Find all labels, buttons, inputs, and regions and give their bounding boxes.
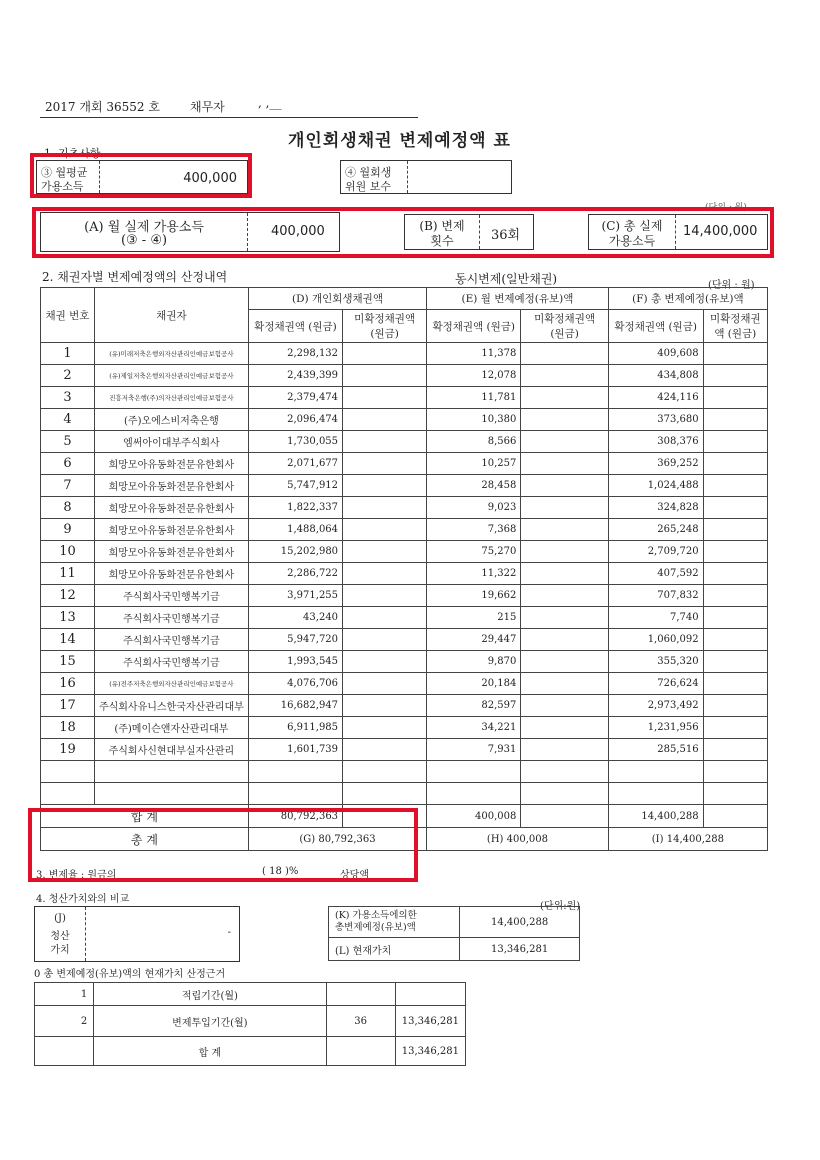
j-label-1: (J) bbox=[54, 913, 66, 924]
creditor-row bbox=[41, 453, 768, 475]
b-value: 36회 bbox=[491, 228, 521, 243]
creditor-row bbox=[41, 563, 768, 585]
d-confirmed-value: 2,379,474 bbox=[248, 387, 342, 409]
comparison-table bbox=[328, 906, 580, 961]
blank-cell bbox=[343, 761, 427, 783]
creditor-row bbox=[41, 717, 768, 739]
creditor-name: 희망모아유동화전문유한회사 bbox=[94, 453, 248, 475]
blank-cell bbox=[427, 761, 521, 783]
total-g: (G) 80,792,363 bbox=[248, 828, 426, 851]
e-unconfirmed-value bbox=[521, 497, 608, 519]
blank-cell bbox=[703, 761, 767, 783]
e-unconfirmed-value bbox=[521, 739, 608, 761]
f-confirmed-value: 2,709,720 bbox=[608, 541, 703, 563]
k-value: 14,400,288 bbox=[460, 907, 580, 938]
col-d-header: (D) 개인회생채권액 bbox=[248, 288, 426, 310]
creditor-row bbox=[41, 519, 768, 541]
f-confirmed-value: 1,024,488 bbox=[608, 475, 703, 497]
f-unconfirmed-value bbox=[703, 585, 767, 607]
f-confirmed-value: 2,973,492 bbox=[608, 695, 703, 717]
creditor-row bbox=[41, 651, 768, 673]
e-confirmed-value: 8,566 bbox=[427, 431, 521, 453]
f-confirmed-value: 265,248 bbox=[608, 519, 703, 541]
creditor-no: 9 bbox=[41, 519, 95, 541]
highlight-income bbox=[30, 153, 252, 198]
f-unconfirmed-value bbox=[703, 739, 767, 761]
header-rule bbox=[40, 117, 418, 118]
blank-cell bbox=[521, 783, 608, 805]
d-unconfirmed-value bbox=[343, 365, 427, 387]
creditor-row bbox=[41, 365, 768, 387]
section2-heading: 2. 채권자별 변제예정액의 산정내역 bbox=[42, 270, 228, 284]
d-confirmed-value: 1,601,739 bbox=[248, 739, 342, 761]
trustee-box bbox=[340, 160, 512, 194]
f-unconfirmed-value bbox=[703, 651, 767, 673]
d-confirmed-value: 2,439,399 bbox=[248, 365, 342, 387]
d-confirmed-value: 2,071,677 bbox=[248, 453, 342, 475]
e-confirmed-value: 11,781 bbox=[427, 387, 521, 409]
e-unconfirmed-value bbox=[521, 585, 608, 607]
creditor-row bbox=[41, 409, 768, 431]
c-label-1: (C) 총 실제 bbox=[601, 219, 663, 233]
creditor-row bbox=[41, 739, 768, 761]
f-confirmed-value: 373,680 bbox=[608, 409, 703, 431]
d-confirmed-value: 1,488,064 bbox=[248, 519, 342, 541]
col-creditor-header: 채권자 bbox=[94, 288, 248, 343]
f-unconfirmed-value bbox=[703, 431, 767, 453]
creditor-name: (유)전주저축은행외자산관리인예금보험공사 bbox=[94, 673, 248, 695]
creditor-no: 15 bbox=[41, 651, 95, 673]
d-unconfirmed-value bbox=[343, 717, 427, 739]
creditor-name: 엠써아이대부주식회사 bbox=[94, 431, 248, 453]
e-confirmed-value: 7,931 bbox=[427, 739, 521, 761]
f-unconfirmed-value bbox=[703, 519, 767, 541]
creditor-no: 7 bbox=[41, 475, 95, 497]
debtor-value: , ,__ bbox=[258, 96, 282, 110]
blank-cell bbox=[427, 783, 521, 805]
e-unconfirmed-value bbox=[521, 387, 608, 409]
d-unconfirmed-value bbox=[343, 673, 427, 695]
sum-blank bbox=[521, 805, 608, 828]
d-unconfirmed-value bbox=[343, 497, 427, 519]
creditor-row bbox=[41, 695, 768, 717]
blank-cell bbox=[521, 761, 608, 783]
k-label-2: 총변제예정(유보)액 bbox=[335, 922, 416, 933]
blank-cell bbox=[343, 783, 427, 805]
liquidation-box bbox=[34, 906, 240, 962]
d-confirmed-value: 1,993,545 bbox=[248, 651, 342, 673]
section4-heading: 4. 청산가치와의 비교 bbox=[36, 894, 130, 905]
pv-row-value: 13,346,281 bbox=[395, 1006, 465, 1037]
f-confirmed-value: 7,740 bbox=[608, 607, 703, 629]
d-confirmed-value: 2,298,132 bbox=[248, 343, 342, 365]
f-confirmed-value: 726,624 bbox=[608, 673, 703, 695]
f-confirmed-header: 확정채권액 (원금) bbox=[608, 310, 703, 343]
income-label-1: ③ 월평균 bbox=[41, 166, 88, 179]
f-unconfirmed-value bbox=[703, 695, 767, 717]
b-label-2: 횟수 bbox=[430, 234, 454, 248]
present-value-table bbox=[34, 982, 466, 1066]
a-label-2: (③ - ④) bbox=[120, 233, 168, 248]
creditor-no: 1 bbox=[41, 343, 95, 365]
j-label-3: 가치 bbox=[50, 945, 70, 956]
e-unconfirmed-value bbox=[521, 453, 608, 475]
creditor-name: 희망모아유동화전문유한회사 bbox=[94, 497, 248, 519]
creditor-row bbox=[41, 475, 768, 497]
creditor-row bbox=[41, 497, 768, 519]
creditor-no: 11 bbox=[41, 563, 95, 585]
creditor-table bbox=[40, 287, 768, 851]
e-confirmed-value: 75,270 bbox=[427, 541, 521, 563]
pv-total-blank bbox=[326, 1037, 395, 1066]
d-confirmed-value: 5,747,912 bbox=[248, 475, 342, 497]
total-h: (H) 400,008 bbox=[427, 828, 609, 851]
creditor-name: (주)메이슨앤자산관리대부 bbox=[94, 717, 248, 739]
creditor-row bbox=[41, 387, 768, 409]
k-label bbox=[329, 907, 460, 938]
d-unconfirmed-value bbox=[343, 409, 427, 431]
blank-cell bbox=[94, 783, 248, 805]
f-confirmed-value: 355,320 bbox=[608, 651, 703, 673]
c-label-2: 가용소득 bbox=[608, 234, 656, 248]
blank-cell bbox=[703, 783, 767, 805]
income-label-2: 가용소득 bbox=[41, 180, 84, 193]
creditor-row bbox=[41, 629, 768, 651]
f-unconfirmed-value bbox=[703, 607, 767, 629]
e-unconfirmed-header: 미확정채권액 (원금) bbox=[521, 310, 608, 343]
e-unconfirmed-value bbox=[521, 343, 608, 365]
d-unconfirmed-value bbox=[343, 541, 427, 563]
d-unconfirmed-value bbox=[343, 607, 427, 629]
creditor-no: 13 bbox=[41, 607, 95, 629]
creditor-no: 19 bbox=[41, 739, 95, 761]
f-confirmed-value: 424,116 bbox=[608, 387, 703, 409]
col-e-header: (E) 월 변제예정(유보)액 bbox=[427, 288, 609, 310]
e-unconfirmed-value bbox=[521, 541, 608, 563]
l-label: (L) 현재가치 bbox=[329, 938, 460, 961]
e-confirmed-value: 29,447 bbox=[427, 629, 521, 651]
pv-row-label: 변제투입기간(월) bbox=[94, 1006, 326, 1037]
d-confirmed-value: 43,240 bbox=[248, 607, 342, 629]
e-confirmed-value: 34,221 bbox=[427, 717, 521, 739]
highlight-totals bbox=[28, 808, 418, 882]
blank-row bbox=[41, 783, 768, 805]
d-unconfirmed-header: 미확정채권액 (원금) bbox=[343, 310, 427, 343]
j-value: - bbox=[227, 927, 231, 938]
creditor-name: (주)오에스비저축은행 bbox=[94, 409, 248, 431]
e-confirmed-value: 11,378 bbox=[427, 343, 521, 365]
d-unconfirmed-value bbox=[343, 453, 427, 475]
f-confirmed-value: 1,231,956 bbox=[608, 717, 703, 739]
e-confirmed-value: 9,870 bbox=[427, 651, 521, 673]
f-unconfirmed-value bbox=[703, 365, 767, 387]
creditor-name: 진흥저축은행(주)의자산관리인예금보험공사 bbox=[94, 387, 248, 409]
d-unconfirmed-value bbox=[343, 651, 427, 673]
creditor-name: (유)제일저축은행외자산관리인예금보험공사 bbox=[94, 365, 248, 387]
f-confirmed-value: 707,832 bbox=[608, 585, 703, 607]
d-confirmed-value: 1,822,337 bbox=[248, 497, 342, 519]
d-unconfirmed-value bbox=[343, 695, 427, 717]
creditor-row bbox=[41, 585, 768, 607]
j-label-2: 청산 bbox=[50, 931, 70, 942]
sum-f: 14,400,288 bbox=[608, 805, 703, 828]
creditor-row bbox=[41, 541, 768, 563]
creditor-no: 6 bbox=[41, 453, 95, 475]
d-unconfirmed-value bbox=[343, 431, 427, 453]
a-value: 400,000 bbox=[271, 224, 325, 239]
e-confirmed-value: 20,184 bbox=[427, 673, 521, 695]
e-unconfirmed-value bbox=[521, 695, 608, 717]
d-confirmed-value: 5,947,720 bbox=[248, 629, 342, 651]
e-confirmed-header: 확정채권액 (원금) bbox=[427, 310, 521, 343]
d-confirmed-value: 2,286,722 bbox=[248, 563, 342, 585]
f-unconfirmed-value bbox=[703, 475, 767, 497]
section5-heading: 0 총 변제예정(유보)액의 현재가치 산정근거 bbox=[34, 969, 226, 980]
trustee-label-1: ④ 월회생 bbox=[345, 166, 392, 179]
f-unconfirmed-value bbox=[703, 343, 767, 365]
e-confirmed-value: 82,597 bbox=[427, 695, 521, 717]
creditor-no: 16 bbox=[41, 673, 95, 695]
pv-total-label: 합 계 bbox=[94, 1037, 326, 1066]
f-confirmed-value: 369,252 bbox=[608, 453, 703, 475]
creditor-no: 17 bbox=[41, 695, 95, 717]
e-unconfirmed-value bbox=[521, 673, 608, 695]
page-title: 개인회생채권 변제예정액 표 bbox=[288, 131, 511, 151]
f-unconfirmed-header: 미확정채권액 (원금) bbox=[703, 310, 767, 343]
e-confirmed-value: 28,458 bbox=[427, 475, 521, 497]
l-value: 13,346,281 bbox=[460, 938, 580, 961]
blank-cell bbox=[248, 783, 342, 805]
f-unconfirmed-value bbox=[703, 541, 767, 563]
creditor-row bbox=[41, 343, 768, 365]
creditor-no: 3 bbox=[41, 387, 95, 409]
d-unconfirmed-value bbox=[343, 585, 427, 607]
creditor-no: 14 bbox=[41, 629, 95, 651]
col-f-header: (F) 총 변제예정(유보)액 bbox=[608, 288, 767, 310]
pv-row-no: 1 bbox=[35, 983, 94, 1006]
e-unconfirmed-value bbox=[521, 519, 608, 541]
b-label-1: (B) 변제 bbox=[419, 219, 465, 233]
e-confirmed-value: 12,078 bbox=[427, 365, 521, 387]
f-unconfirmed-value bbox=[703, 673, 767, 695]
d-unconfirmed-value bbox=[343, 475, 427, 497]
f-confirmed-value: 409,608 bbox=[608, 343, 703, 365]
creditor-name: 주식회사국민행복기금 bbox=[94, 629, 248, 651]
creditor-no: 18 bbox=[41, 717, 95, 739]
d-unconfirmed-value bbox=[343, 387, 427, 409]
creditor-name: 희망모아유동화전문유한회사 bbox=[94, 519, 248, 541]
section4-unit: (단위:원) bbox=[540, 901, 581, 912]
sum-label: 합 계 bbox=[41, 805, 249, 828]
f-unconfirmed-value bbox=[703, 387, 767, 409]
pv-total-value: 13,346,281 bbox=[395, 1037, 465, 1066]
creditor-no: 2 bbox=[41, 365, 95, 387]
d-unconfirmed-value bbox=[343, 739, 427, 761]
e-confirmed-value: 19,662 bbox=[427, 585, 521, 607]
e-unconfirmed-value bbox=[521, 629, 608, 651]
blank-cell bbox=[41, 783, 95, 805]
e-confirmed-value: 9,023 bbox=[427, 497, 521, 519]
income-value: 400,000 bbox=[183, 171, 237, 186]
d-confirmed-header: 확정채권액 (원금) bbox=[248, 310, 342, 343]
case-number: 2017 개회 36552 호 bbox=[45, 100, 160, 114]
e-unconfirmed-value bbox=[521, 563, 608, 585]
f-confirmed-value: 308,376 bbox=[608, 431, 703, 453]
e-confirmed-value: 215 bbox=[427, 607, 521, 629]
creditor-name: 희망모아유동화전문유한회사 bbox=[94, 541, 248, 563]
e-unconfirmed-value bbox=[521, 651, 608, 673]
d-confirmed-value: 16,682,947 bbox=[248, 695, 342, 717]
pv-row-value bbox=[395, 983, 465, 1006]
creditor-no: 12 bbox=[41, 585, 95, 607]
debtor-label: 채무자 bbox=[190, 100, 225, 114]
c-value: 14,400,000 bbox=[683, 224, 758, 239]
repayment-rate-value: ( 18 )% bbox=[262, 866, 299, 877]
creditor-row bbox=[41, 673, 768, 695]
f-unconfirmed-value bbox=[703, 563, 767, 585]
e-unconfirmed-value bbox=[521, 365, 608, 387]
e-confirmed-value: 7,368 bbox=[427, 519, 521, 541]
creditor-no: 4 bbox=[41, 409, 95, 431]
blank-cell bbox=[41, 761, 95, 783]
creditor-row bbox=[41, 431, 768, 453]
e-unconfirmed-value bbox=[521, 409, 608, 431]
e-confirmed-value: 11,322 bbox=[427, 563, 521, 585]
creditor-row bbox=[41, 607, 768, 629]
e-unconfirmed-value bbox=[521, 607, 608, 629]
creditor-no: 5 bbox=[41, 431, 95, 453]
creditor-no: 8 bbox=[41, 497, 95, 519]
e-confirmed-value: 10,257 bbox=[427, 453, 521, 475]
d-confirmed-value: 6,911,985 bbox=[248, 717, 342, 739]
sum-blank bbox=[703, 805, 767, 828]
d-unconfirmed-value bbox=[343, 343, 427, 365]
creditor-name: 주식회사국민행복기금 bbox=[94, 585, 248, 607]
repayment-rate-label: 3. 변제율 : 원금의 bbox=[36, 870, 117, 881]
section2-unit: (단위 : 원) bbox=[708, 280, 755, 291]
sum-d: 80,792,363 bbox=[248, 805, 342, 828]
d-unconfirmed-value bbox=[343, 519, 427, 541]
total-i: (I) 14,400,288 bbox=[608, 828, 767, 851]
creditor-name: 주식회사유니스한국자산관리대부 bbox=[94, 695, 248, 717]
pv-row-months bbox=[326, 983, 395, 1006]
highlight-available-income bbox=[32, 207, 774, 258]
d-unconfirmed-value bbox=[343, 629, 427, 651]
d-confirmed-value: 4,076,706 bbox=[248, 673, 342, 695]
e-unconfirmed-value bbox=[521, 431, 608, 453]
d-confirmed-value: 2,096,474 bbox=[248, 409, 342, 431]
f-unconfirmed-value bbox=[703, 409, 767, 431]
col-no-header: 채권 번호 bbox=[41, 288, 95, 343]
creditor-name: 주식회사신현대부실자산관리 bbox=[94, 739, 248, 761]
e-confirmed-value: 10,380 bbox=[427, 409, 521, 431]
section1-heading: 1. 기초사항 bbox=[44, 147, 101, 160]
e-unconfirmed-value bbox=[521, 475, 608, 497]
blank-cell bbox=[608, 761, 703, 783]
e-unconfirmed-value bbox=[521, 717, 608, 739]
section1-unit: (단위 : 원) bbox=[705, 203, 747, 213]
creditor-name: 희망모아유동화전문유한회사 bbox=[94, 475, 248, 497]
f-unconfirmed-value bbox=[703, 717, 767, 739]
f-unconfirmed-value bbox=[703, 629, 767, 651]
creditor-name: 주식회사국민행복기금 bbox=[94, 651, 248, 673]
d-confirmed-value: 15,202,980 bbox=[248, 541, 342, 563]
creditor-name: 희망모아유동화전문유한회사 bbox=[94, 563, 248, 585]
f-unconfirmed-value bbox=[703, 453, 767, 475]
pv-total-blank bbox=[35, 1037, 94, 1066]
f-confirmed-value: 285,516 bbox=[608, 739, 703, 761]
f-confirmed-value: 434,808 bbox=[608, 365, 703, 387]
sum-e: 400,008 bbox=[427, 805, 521, 828]
d-confirmed-value: 3,971,255 bbox=[248, 585, 342, 607]
blank-row bbox=[41, 761, 768, 783]
blank-cell bbox=[248, 761, 342, 783]
creditor-name: (유)미래저축은행외자산관리인예금보험공사 bbox=[94, 343, 248, 365]
creditor-no: 10 bbox=[41, 541, 95, 563]
k-label-1: (K) 가용소득에의한 bbox=[335, 910, 417, 921]
blank-cell bbox=[94, 761, 248, 783]
pv-row-months: 36 bbox=[326, 1006, 395, 1037]
pv-row-label: 적립기간(월) bbox=[94, 983, 326, 1006]
f-unconfirmed-value bbox=[703, 497, 767, 519]
trustee-label-2: 위원 보수 bbox=[345, 180, 392, 193]
blank-cell bbox=[608, 783, 703, 805]
repayment-rate-suffix: 상당액 bbox=[340, 870, 369, 881]
pv-row-no: 2 bbox=[35, 1006, 94, 1037]
f-confirmed-value: 407,592 bbox=[608, 563, 703, 585]
creditor-name: 주식회사국민행복기금 bbox=[94, 607, 248, 629]
d-unconfirmed-value bbox=[343, 563, 427, 585]
a-label-1: (A) 월 실제 가용소득 bbox=[84, 220, 204, 235]
f-confirmed-value: 324,828 bbox=[608, 497, 703, 519]
d-confirmed-value: 1,730,055 bbox=[248, 431, 342, 453]
total-label: 총 계 bbox=[41, 828, 249, 851]
f-confirmed-value: 1,060,092 bbox=[608, 629, 703, 651]
section2-subtitle: 동시변제(일반채권) bbox=[455, 272, 558, 286]
